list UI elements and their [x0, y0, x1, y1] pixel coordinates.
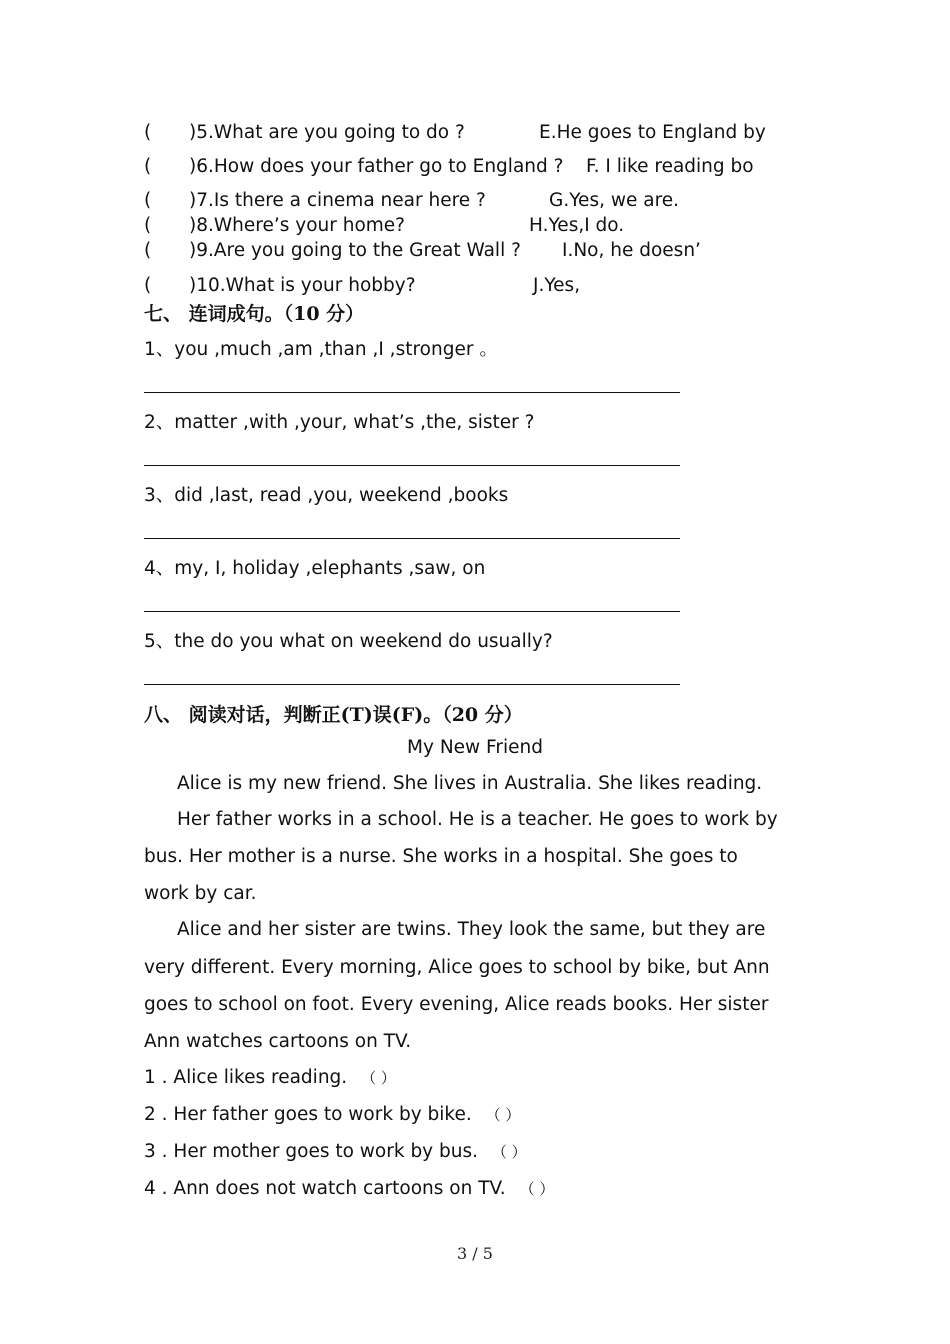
passage-line: goes to school on foot. Every evening, Alice reads books. Her sister: [144, 994, 769, 1015]
tf-question: [144, 1178, 554, 1199]
answer-line: [144, 538, 680, 539]
tf-question: [144, 1104, 520, 1125]
answer-bracket[interactable]: （ ）: [361, 1069, 396, 1087]
passage-line: very different. Every morning, Alice goes to school by bike, but Ann: [144, 957, 770, 978]
matching-paren: (: [144, 275, 152, 296]
tf-question: [144, 1067, 396, 1088]
matching-answer: F. I like reading bo: [586, 156, 754, 177]
answer-bracket[interactable]: （ ）: [519, 1180, 555, 1198]
tf-question-text: 2 . Her father goes to work by bike.: [144, 1104, 472, 1125]
passage-line: bus. Her mother is a nurse. She works in a hospital. She goes to: [144, 846, 738, 867]
sentence-item: 1、you ,much ,am ,than ,I ,stronger 。: [144, 339, 498, 360]
passage-line: Her father works in a school. He is a teacher. He goes to work by: [177, 809, 778, 830]
passage-line: Alice is my new friend. She lives in Australia. She likes reading.: [177, 773, 763, 794]
answer-bracket[interactable]: （ ）: [491, 1143, 527, 1161]
tf-question-text: 3 . Her mother goes to work by bus.: [144, 1141, 479, 1162]
matching-paren: (: [144, 122, 152, 143]
section-seven-heading: 七、 连词成句。（10 分）: [144, 303, 365, 325]
matching-answer: E.He goes to England by: [539, 122, 766, 143]
answer-bracket[interactable]: （ ）: [485, 1106, 521, 1124]
answer-line: [144, 392, 680, 393]
matching-paren: (: [144, 190, 152, 211]
matching-question: )9.Are you going to the Great Wall ?: [189, 240, 521, 261]
answer-line: [144, 684, 680, 685]
matching-question: )10.What is your hobby?: [189, 275, 416, 296]
matching-question: )6.How does your father go to England ?: [189, 156, 564, 177]
tf-question-text: 4 . Ann does not watch cartoons on TV.: [144, 1178, 506, 1199]
sentence-item: 5、the do you what on weekend do usually?: [144, 631, 553, 652]
tf-question: [144, 1141, 527, 1162]
matching-answer: G.Yes, we are.: [549, 190, 680, 211]
sentence-item: 2、matter ,with ,your, what’s ,the, sister ?: [144, 412, 535, 433]
matching-paren: (: [144, 240, 152, 261]
page-number: 3 / 5: [457, 1244, 493, 1263]
tf-question-text: 1 . Alice likes reading.: [144, 1067, 348, 1088]
matching-paren: (: [144, 156, 152, 177]
sentence-item: 3、did ,last, read ,you, weekend ,books: [144, 485, 509, 506]
passage-line: Alice and her sister are twins. They look the same, but they are: [177, 919, 766, 940]
section-eight-heading: 八、 阅读对话，判断正(T)误(F)。（20 分）: [144, 704, 523, 726]
matching-question: )8.Where’s your home?: [189, 215, 405, 236]
answer-line: [144, 611, 680, 612]
matching-paren: (: [144, 215, 152, 236]
passage-line: Ann watches cartoons on TV.: [144, 1031, 412, 1052]
passage-line: work by car.: [144, 883, 257, 904]
matching-question: )5.What are you going to do ?: [189, 122, 465, 143]
sentence-item: 4、my, I, holiday ,elephants ,saw, on: [144, 558, 486, 579]
answer-line: [144, 465, 680, 466]
passage-title: My New Friend: [407, 737, 543, 758]
matching-answer: J.Yes,: [533, 275, 581, 296]
matching-answer: H.Yes,I do.: [529, 215, 625, 236]
matching-answer: I.No, he doesn’: [562, 240, 701, 261]
matching-question: )7.Is there a cinema near here ?: [189, 190, 486, 211]
